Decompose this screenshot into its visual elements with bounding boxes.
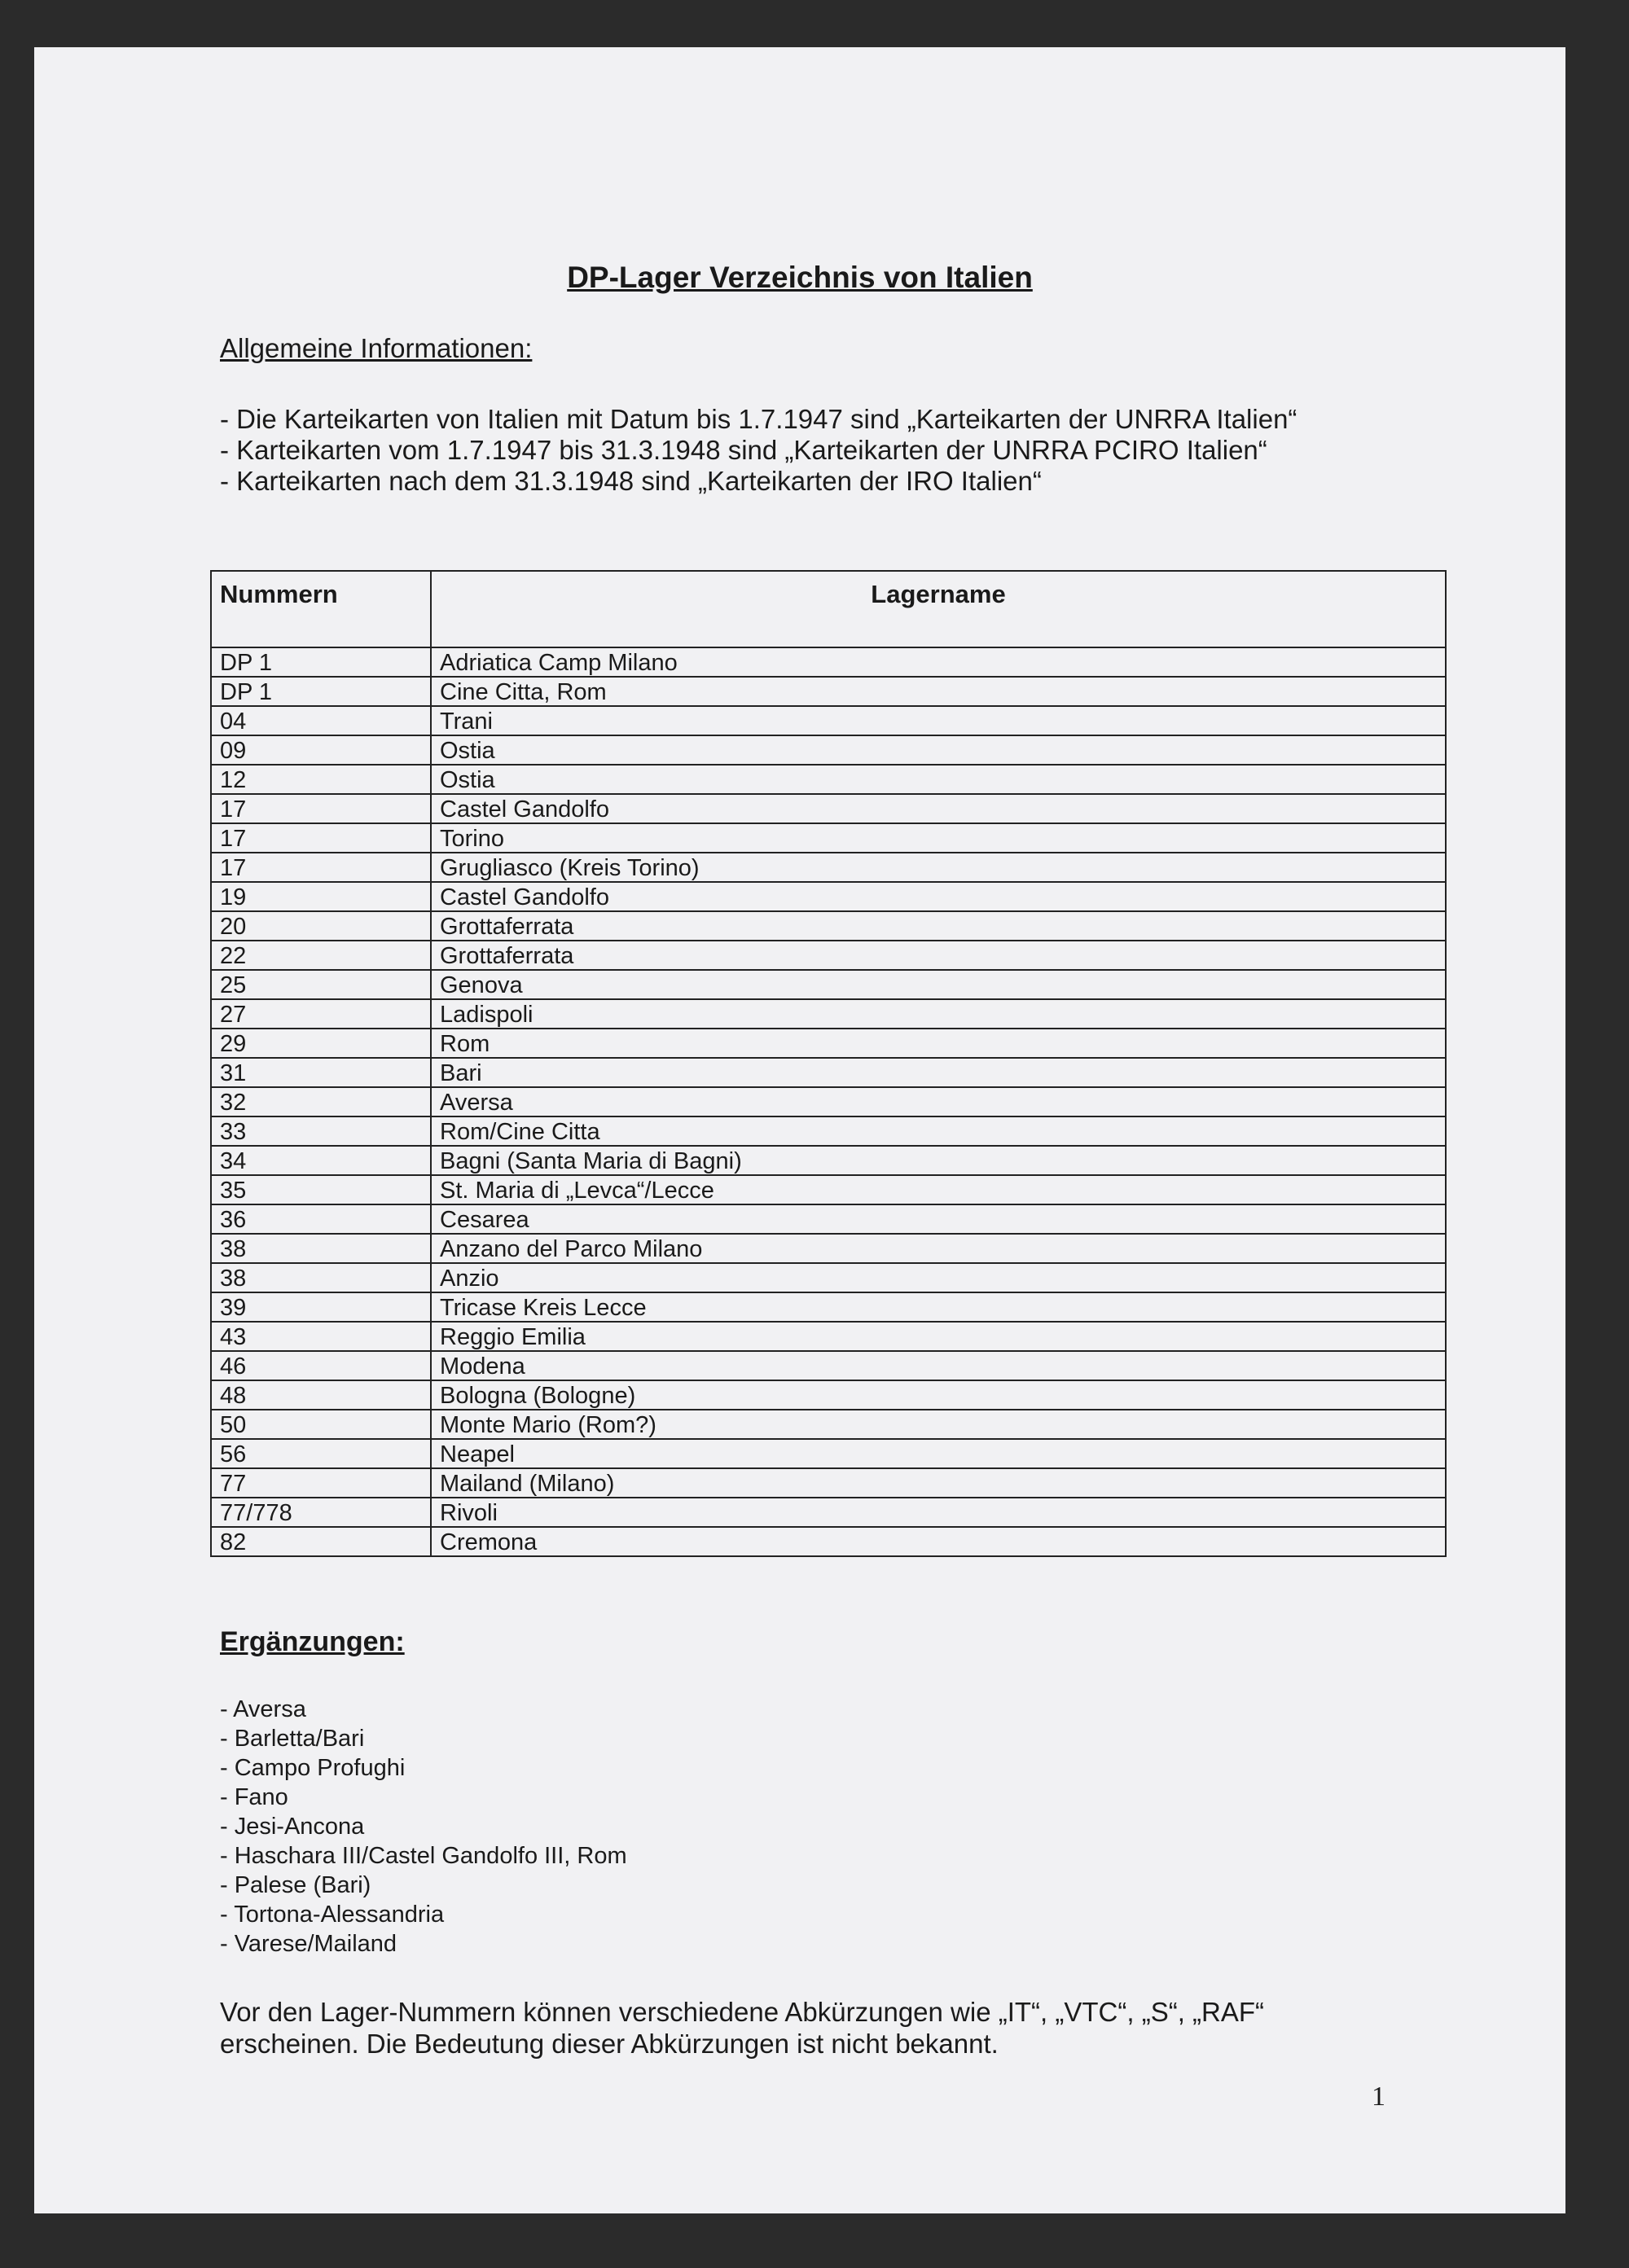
cell-number: 50 xyxy=(211,1410,431,1439)
cell-number: 31 xyxy=(211,1058,431,1087)
cell-number: 32 xyxy=(211,1087,431,1116)
table-row xyxy=(211,706,1446,735)
list-item: - Fano xyxy=(220,1784,288,1810)
cell-camp-name: Grugliasco (Kreis Torino) xyxy=(431,853,1446,882)
intro-line: - Karteikarten vom 1.7.1947 bis 31.3.1948 sind „Karteikarten der UNRRA PCIRO Italien“ xyxy=(220,435,1267,465)
list-item: - Aversa xyxy=(220,1696,306,1722)
list-item: - Haschara III/Castel Gandolfo III, Rom xyxy=(220,1843,627,1869)
cell-camp-name: Trani xyxy=(431,706,1446,735)
cell-camp-name: Anzano del Parco Milano xyxy=(431,1234,1446,1263)
table-header-row xyxy=(211,571,1446,647)
cell-camp-name: Modena xyxy=(431,1351,1446,1380)
cell-number: 35 xyxy=(211,1175,431,1204)
supplements-list xyxy=(220,1695,627,1959)
cell-camp-name: St. Maria di „Levca“/Lecce xyxy=(431,1175,1446,1204)
cell-number: 27 xyxy=(211,999,431,1029)
table-row xyxy=(211,677,1446,706)
table-row xyxy=(211,1058,1446,1087)
table-row xyxy=(211,823,1446,853)
intro-lines xyxy=(220,404,1297,497)
cell-camp-name: Rom xyxy=(431,1029,1446,1058)
table-row xyxy=(211,1410,1446,1439)
cell-number: 38 xyxy=(211,1234,431,1263)
cell-number: 19 xyxy=(211,882,431,911)
cell-camp-name: Ladispoli xyxy=(431,999,1446,1029)
cell-number: 09 xyxy=(211,735,431,765)
table-row xyxy=(211,941,1446,970)
cell-number: 39 xyxy=(211,1292,431,1322)
table-row xyxy=(211,999,1446,1029)
cell-number: 17 xyxy=(211,794,431,823)
cell-number: 20 xyxy=(211,911,431,941)
document-page xyxy=(34,47,1565,2213)
table-row xyxy=(211,1175,1446,1204)
cell-number: DP 1 xyxy=(211,647,431,677)
table-body xyxy=(211,647,1446,1556)
column-header-name: Lagername xyxy=(431,571,1446,647)
cell-camp-name: Ostia xyxy=(431,735,1446,765)
cell-camp-name: Rivoli xyxy=(431,1498,1446,1527)
cell-number: 46 xyxy=(211,1351,431,1380)
cell-camp-name: Cesarea xyxy=(431,1204,1446,1234)
table-row xyxy=(211,647,1446,677)
list-item: - Varese/Mailand xyxy=(220,1931,397,1957)
note-line: erscheinen. Die Bedeutung dieser Abkürzungen ist nicht bekannt. xyxy=(220,2029,999,2059)
camp-table xyxy=(210,570,1447,1557)
table-row xyxy=(211,1029,1446,1058)
table-row xyxy=(211,1380,1446,1410)
cell-number: 17 xyxy=(211,853,431,882)
table-row xyxy=(211,1322,1446,1351)
cell-camp-name: Aversa xyxy=(431,1087,1446,1116)
cell-camp-name: Reggio Emilia xyxy=(431,1322,1446,1351)
table-row xyxy=(211,1351,1446,1380)
note-paragraph xyxy=(220,1996,1401,2060)
cell-number: 43 xyxy=(211,1322,431,1351)
cell-number: 22 xyxy=(211,941,431,970)
table-row xyxy=(211,1468,1446,1498)
cell-camp-name: Tricase Kreis Lecce xyxy=(431,1292,1446,1322)
list-item: - Campo Profughi xyxy=(220,1755,406,1781)
table-row xyxy=(211,1234,1446,1263)
cell-camp-name: Cine Citta, Rom xyxy=(431,677,1446,706)
section-heading-supplements: Ergänzungen: xyxy=(220,1626,405,1657)
table-row xyxy=(211,1116,1446,1146)
cell-number: 56 xyxy=(211,1439,431,1468)
cell-camp-name: Bologna (Bologne) xyxy=(431,1380,1446,1410)
intro-line: - Die Karteikarten von Italien mit Datum bis 1.7.1947 sind „Karteikarten der UNRRA Italien“ xyxy=(220,404,1297,434)
list-item: - Tortona-Alessandria xyxy=(220,1902,445,1928)
cell-number: 29 xyxy=(211,1029,431,1058)
table-row xyxy=(211,1263,1446,1292)
note-line: Vor den Lager-Nummern können verschiedene Abkürzungen wie „IT“, „VTC“, „S“, „RAF“ xyxy=(220,1997,1265,2027)
cell-camp-name: Bari xyxy=(431,1058,1446,1087)
cell-number: 82 xyxy=(211,1527,431,1556)
list-item: - Jesi-Ancona xyxy=(220,1814,365,1840)
cell-camp-name: Grottaferrata xyxy=(431,941,1446,970)
cell-number: 17 xyxy=(211,823,431,853)
cell-camp-name: Castel Gandolfo xyxy=(431,882,1446,911)
cell-number: 04 xyxy=(211,706,431,735)
page-title: DP-Lager Verzeichnis von Italien xyxy=(567,261,1033,294)
list-item: - Barletta/Bari xyxy=(220,1726,365,1752)
cell-camp-name: Rom/Cine Citta xyxy=(431,1116,1446,1146)
table-row xyxy=(211,1439,1446,1468)
cell-number: 77 xyxy=(211,1468,431,1498)
table-row xyxy=(211,794,1446,823)
page-number: 1 xyxy=(1372,2082,1385,2112)
cell-camp-name: Cremona xyxy=(431,1527,1446,1556)
table-row xyxy=(211,853,1446,882)
cell-camp-name: Mailand (Milano) xyxy=(431,1468,1446,1498)
cell-camp-name: Neapel xyxy=(431,1439,1446,1468)
table-row xyxy=(211,1498,1446,1527)
cell-camp-name: Ostia xyxy=(431,765,1446,794)
cell-camp-name: Bagni (Santa Maria di Bagni) xyxy=(431,1146,1446,1175)
cell-camp-name: Grottaferrata xyxy=(431,911,1446,941)
table-row xyxy=(211,1527,1446,1556)
cell-number: 77/778 xyxy=(211,1498,431,1527)
table-row xyxy=(211,882,1446,911)
cell-camp-name: Anzio xyxy=(431,1263,1446,1292)
table-row xyxy=(211,1087,1446,1116)
cell-camp-name: Monte Mario (Rom?) xyxy=(431,1410,1446,1439)
cell-number: 25 xyxy=(211,970,431,999)
table-row xyxy=(211,765,1446,794)
cell-number: 33 xyxy=(211,1116,431,1146)
table-row xyxy=(211,1204,1446,1234)
intro-line: - Karteikarten nach dem 31.3.1948 sind „Karteikarten der IRO Italien“ xyxy=(220,466,1042,496)
cell-camp-name: Torino xyxy=(431,823,1446,853)
column-header-number: Nummern xyxy=(211,571,431,647)
cell-number: 12 xyxy=(211,765,431,794)
cell-camp-name: Adriatica Camp Milano xyxy=(431,647,1446,677)
table-row xyxy=(211,911,1446,941)
table-row xyxy=(211,970,1446,999)
table-row xyxy=(211,1146,1446,1175)
table-row xyxy=(211,1292,1446,1322)
cell-number: 48 xyxy=(211,1380,431,1410)
cell-number: 36 xyxy=(211,1204,431,1234)
cell-number: 34 xyxy=(211,1146,431,1175)
cell-camp-name: Genova xyxy=(431,970,1446,999)
list-item: - Palese (Bari) xyxy=(220,1872,371,1898)
section-heading-general-info: Allgemeine Informationen: xyxy=(220,333,533,363)
table-row xyxy=(211,735,1446,765)
cell-number: DP 1 xyxy=(211,677,431,706)
cell-camp-name: Castel Gandolfo xyxy=(431,794,1446,823)
cell-number: 38 xyxy=(211,1263,431,1292)
